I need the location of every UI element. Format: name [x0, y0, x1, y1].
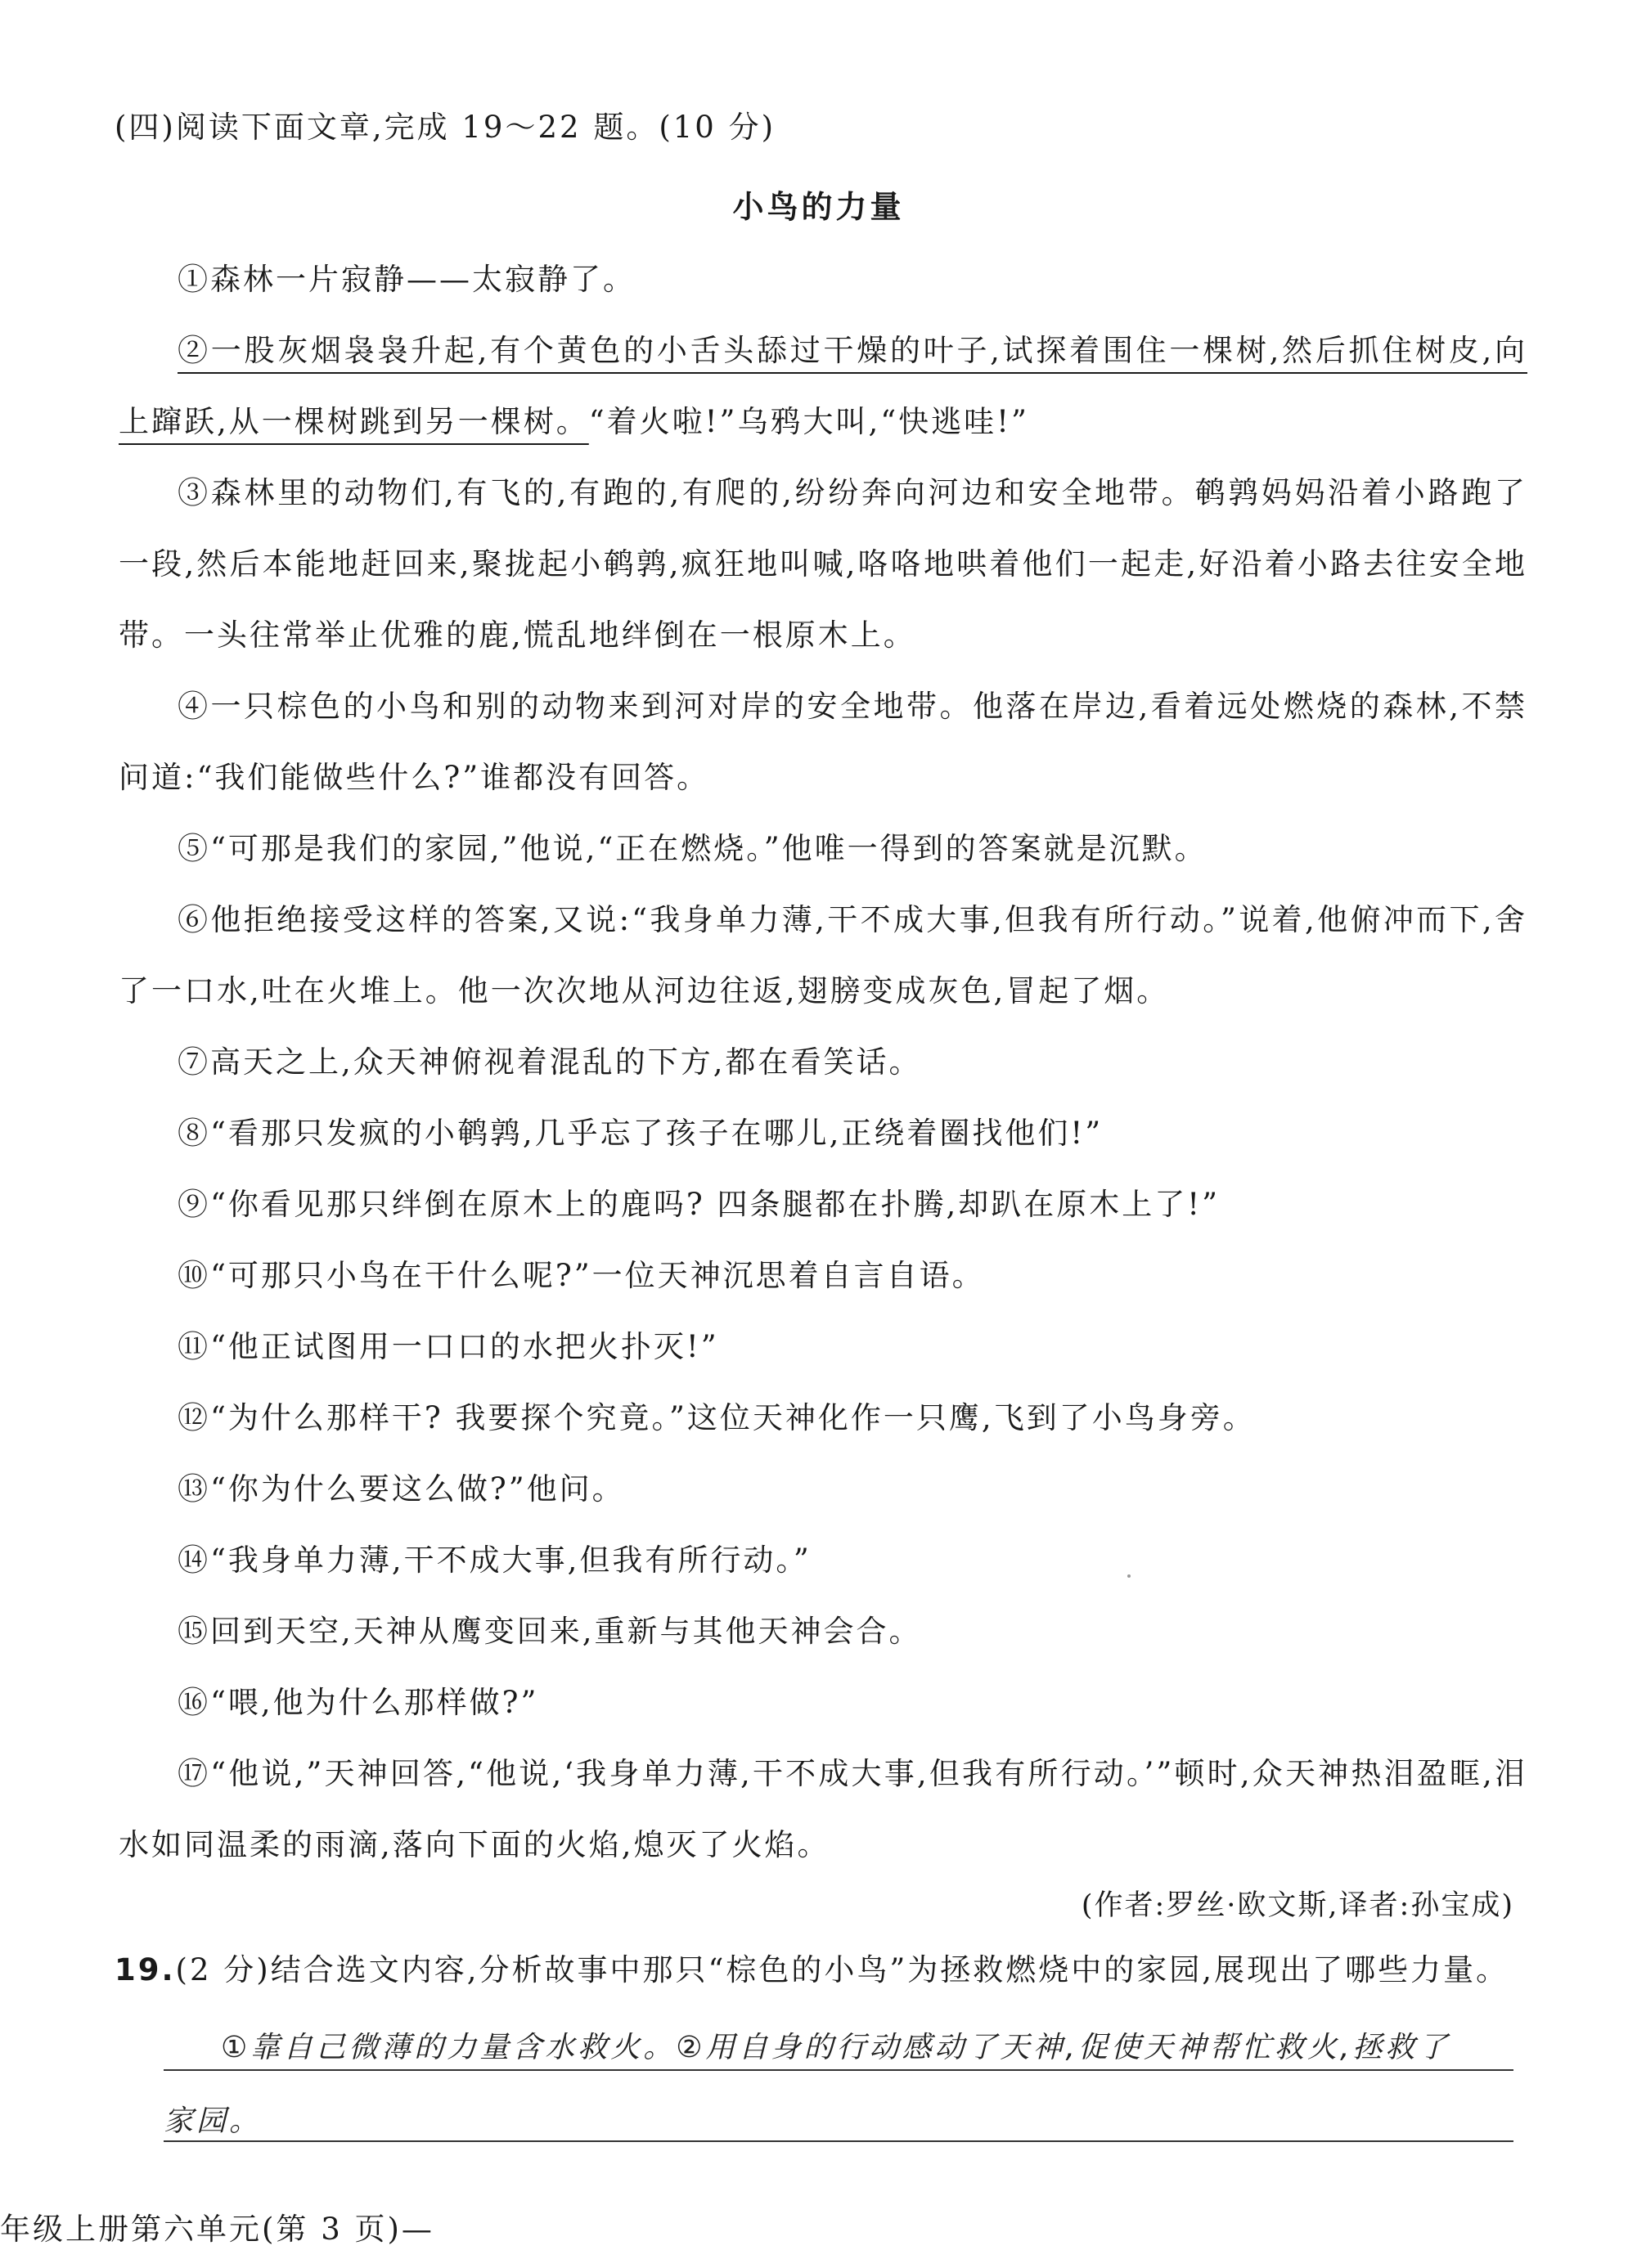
- paragraph-12: ⑫“为什么那样干? 我要探个究竟。”这位天神化作一只鹰,飞到了小鸟身旁。: [178, 1400, 1256, 1435]
- paragraph-1: ①森林一片寂静——太寂静了。: [178, 262, 636, 297]
- paragraph-8: ⑧“看那只发疯的小鹌鹑,几乎忘了孩子在哪儿,正绕着圈找他们!”: [178, 1116, 1104, 1151]
- paragraph-2: [119, 315, 1527, 457]
- paragraph-11: ⑪“他正试图用一口口的水把火扑灭!”: [178, 1329, 719, 1364]
- paragraph-9: ⑨“你看见那只绊倒在原木上的鹿吗? 四条腿都在扑腾,却趴在原木上了!”: [178, 1187, 1221, 1222]
- handwritten-answer-line-1: ①靠自己微薄的力量含水救火。②用自身的行动感动了天神,促使天神帮忙救火,拯救了: [221, 2031, 1451, 2064]
- paragraph-10: ⑩“可那只小鸟在干什么呢?”一位天神沉思着自言自语。: [178, 1258, 985, 1293]
- question-text: (2 分)结合选文内容,分析故事中那只“棕色的小鸟”为拯救燃烧中的家园,展现出了哪些力量。: [175, 1952, 1509, 1987]
- answer-rule-1: [164, 2069, 1513, 2071]
- handwritten-answer-line-2: 家园。: [164, 2104, 263, 2138]
- paragraph-17: ⑰“他说,”天神回答,“他说,‘我身单力薄,干不成大事,但我有所行动。’”顿时,众天神热泪盈眶,泪水如同温柔的雨滴,落向下面的火焰,熄灭了火焰。: [119, 1756, 1527, 1862]
- question-19: [115, 1945, 1509, 1989]
- paragraph-7: ⑦高天之上,众天神俯视着混乱的下方,都在看笑话。: [178, 1044, 922, 1080]
- question-number: 19.: [115, 1952, 176, 1987]
- paragraph-16: ⑯“喂,他为什么那样做?”: [178, 1685, 539, 1720]
- paragraph-5: ⑤“可那是我们的家园,”他说,“正在燃烧。”他唯一得到的答案就是沉默。: [178, 831, 1208, 866]
- paragraph-14: ⑭“我身单力薄,干不成大事,但我有所行动。”: [178, 1543, 812, 1578]
- paragraph-3: ③森林里的动物们,有飞的,有跑的,有爬的,纷纷奔向河边和安全地带。鹌鹑妈妈沿着小路跑了一段,然后本能地赶回来,聚拢起小鹌鹑,疯狂地叫喊,咯咯地哄着他们一起走,好沿着小路去往安全地带。一头往常举止优雅的鹿,慌乱地绊倒在一根原木上。: [119, 475, 1527, 653]
- paragraph-4: ④一只棕色的小鸟和别的动物来到河对岸的安全地带。他落在岸边,看着远处燃烧的森林,不禁问道:“我们能做些什么?”谁都没有回答。: [119, 689, 1527, 795]
- paragraph-15: ⑮回到天空,天神从鹰变回来,重新与其他天神会合。: [178, 1614, 922, 1649]
- page-footer: 年级上册第六单元(第 3 页)—: [0, 2212, 434, 2247]
- underlined-sentence: ②一股灰烟袅袅升起,有个黄色的小舌头舔过干燥的叶子,试探着围住一棵树,然后抓住树皮,向上蹿跃,从一棵树跳到另一棵树。: [119, 333, 1527, 439]
- scan-speck: [1127, 1574, 1131, 1578]
- answer-rule-2: [164, 2140, 1513, 2142]
- paragraph-13: ⑬“你为什么要这么做?”他问。: [178, 1471, 625, 1507]
- paragraph-2-rest: “着火啦!”乌鸦大叫,“快逃哇!”: [588, 404, 1029, 439]
- article-title: 小鸟的力量: [732, 189, 905, 225]
- section-heading: (四)阅读下面文章,完成 19～22 题。(10 分): [115, 110, 776, 145]
- author-attribution: (作者:罗丝·欧文斯,译者:孙宝成): [1081, 1889, 1514, 1922]
- paragraph-6: ⑥他拒绝接受这样的答案,又说:“我身单力薄,干不成大事,但我有所行动。”说着,他俯冲而下,舍了一口水,吐在火堆上。他一次次地从河边往返,翅膀变成灰色,冒起了烟。: [119, 902, 1527, 1008]
